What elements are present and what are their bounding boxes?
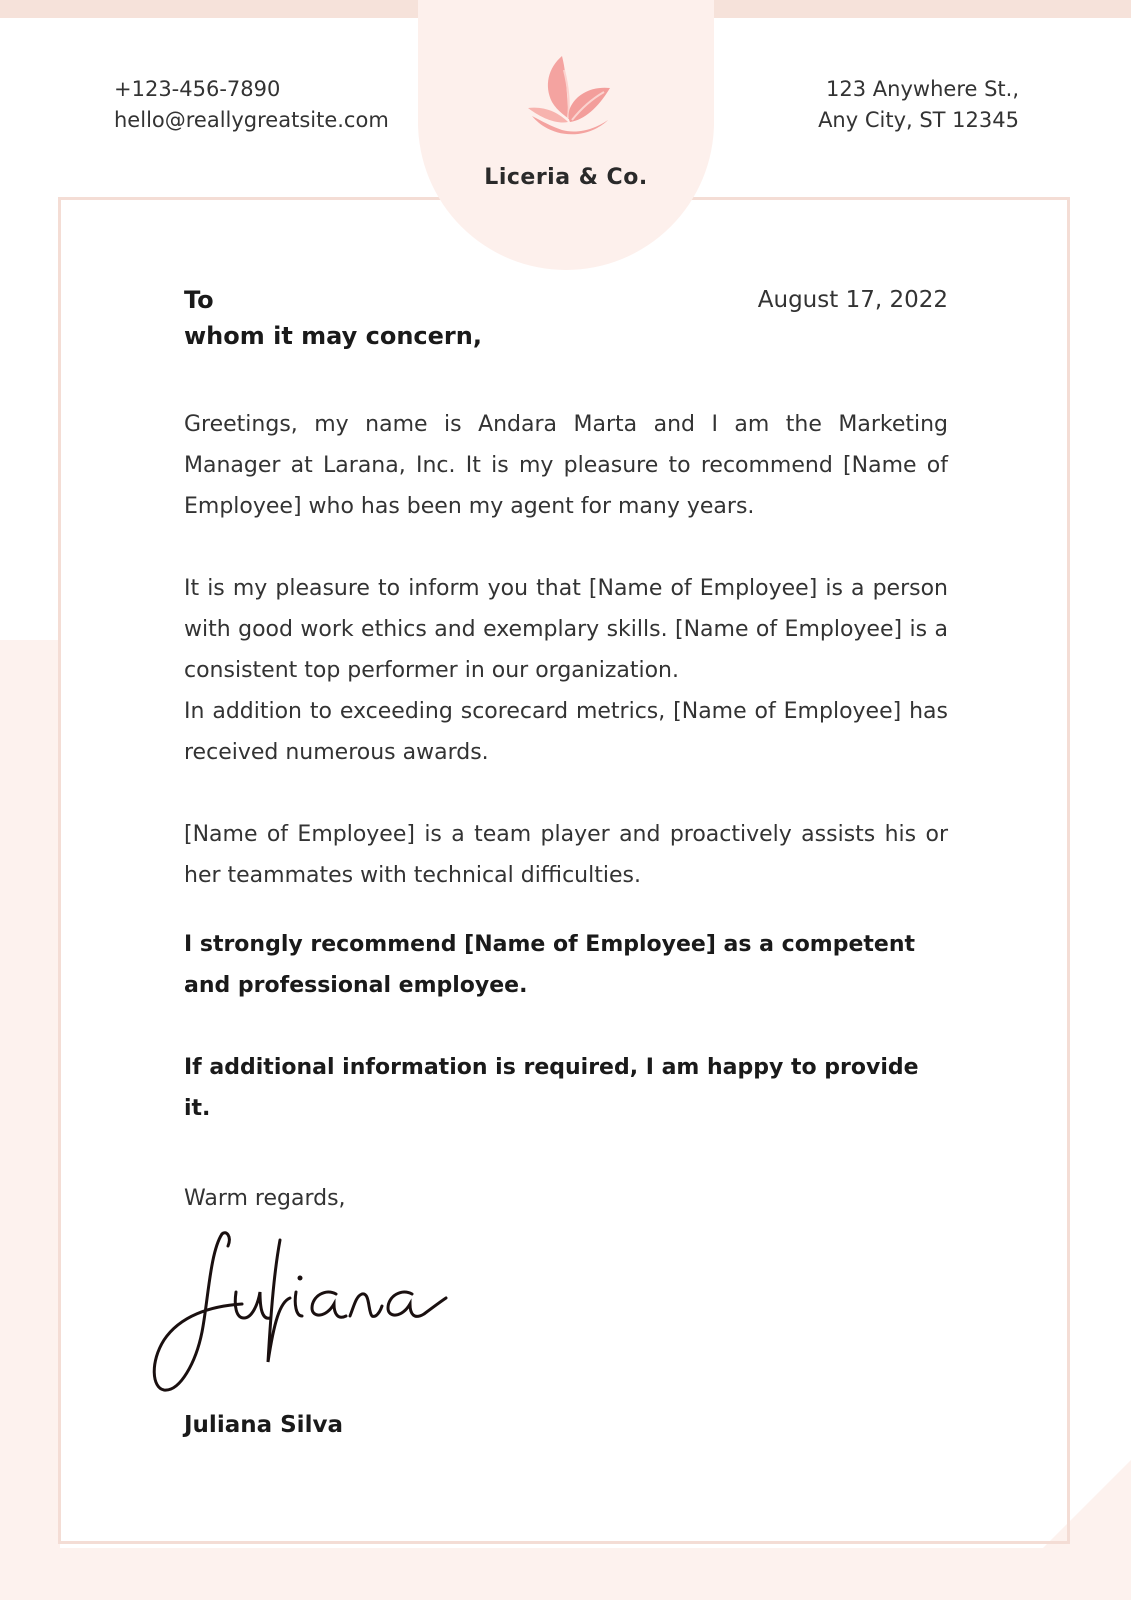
lotus-icon [518, 50, 614, 146]
salutation-recipient: whom it may concern, [184, 322, 482, 350]
salutation-to: To [184, 286, 214, 314]
paragraph-awards: In addition to exceeding scorecard metrics, [Name of Employee] has received numerous awards. [184, 699, 948, 765]
top-decor-strip-right [713, 0, 1131, 18]
paragraph-contact-offer: If additional information is required, I am happy to provide it. [184, 1055, 919, 1121]
signer-name: Juliana Silva [184, 1412, 343, 1438]
letter-body [184, 282, 948, 1214]
company-name: Liceria & Co. [484, 165, 648, 190]
handwritten-signature [150, 1222, 460, 1402]
address-line-2: Any City, ST 12345 [818, 108, 1019, 132]
paragraph-intro: Greetings, my name is Andara Marta and I am the Marketing Manager at Larana, Inc. It is my pleasure to recommend [Name of Employee] who has been my agent for many years. [184, 412, 948, 519]
address-block [818, 74, 1019, 136]
closing-line: Warm regards, [184, 1186, 346, 1211]
paragraph-recommendation: I strongly recommend [Name of Employee] as a competent and professional employee. [184, 932, 916, 998]
letter-date: August 17, 2022 [757, 287, 948, 313]
paragraph-teamwork: [Name of Employee] is a team player and proactively assists his or her teammates with technical difficulties. [184, 822, 948, 888]
contact-block [114, 74, 389, 136]
bottom-decor-shape [0, 1548, 1131, 1600]
top-decor-strip-left [0, 0, 420, 18]
email-address: hello@reallygreatsite.com [114, 108, 389, 132]
address-line-1: 123 Anywhere St., [826, 77, 1019, 101]
left-decor-shape [0, 640, 60, 1600]
phone-number: +123-456-7890 [114, 77, 281, 101]
paragraph-ethics: It is my pleasure to inform you that [Name of Employee] is a person with good work ethics and exemplary skills. [Name of Employee] is a consistent top performer in our organization. [184, 576, 948, 683]
